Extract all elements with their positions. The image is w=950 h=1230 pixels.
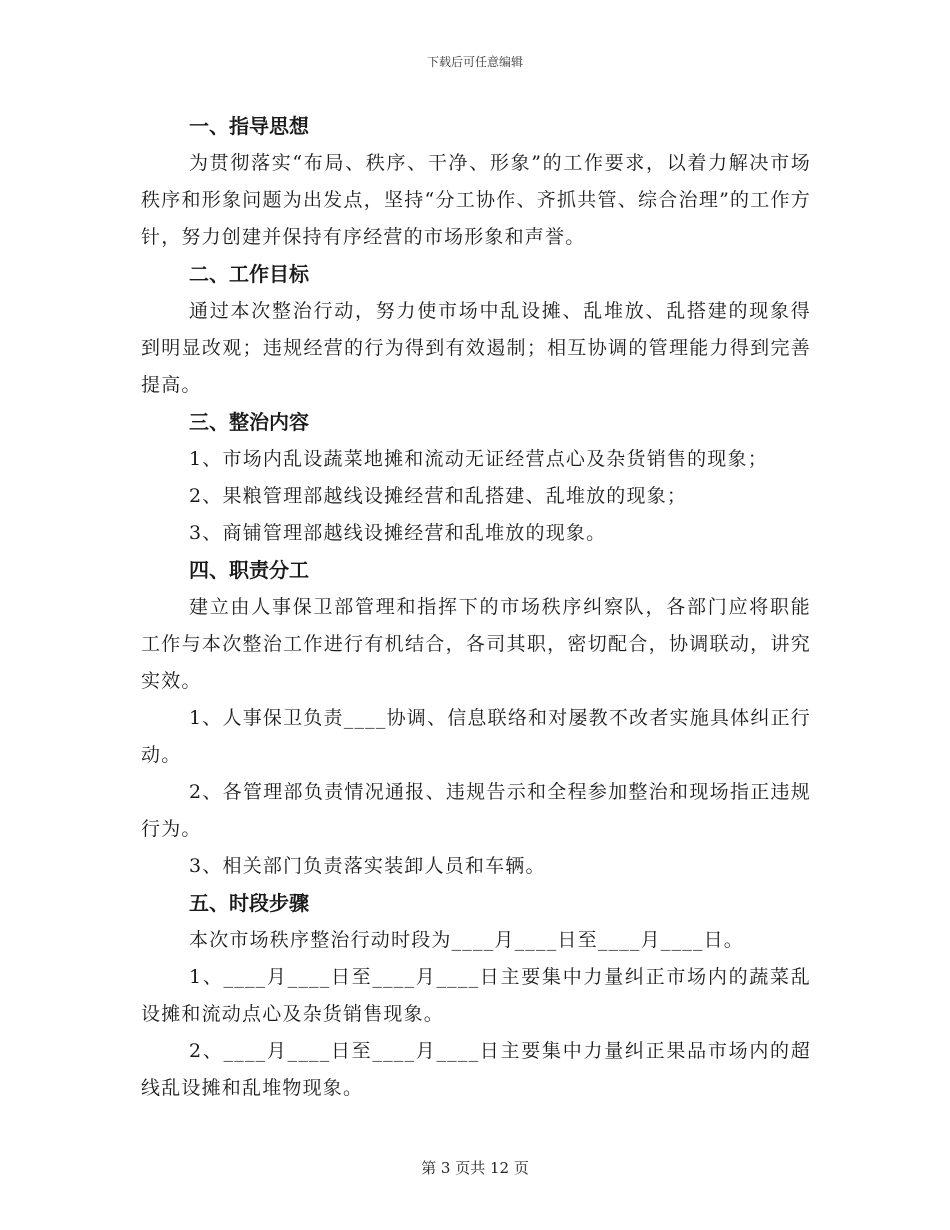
document-body (141, 108, 811, 1107)
section-title: 一、指导思想 (189, 114, 309, 138)
section-rectification-content (141, 404, 811, 552)
section-work-goals (141, 256, 811, 404)
list-item: 1、人事保卫负责____协调、信息联络和对屡教不改者实施具体纠正行动。 (141, 707, 811, 766)
section-time-steps (141, 885, 811, 1107)
section-title: 三、整治内容 (189, 410, 309, 434)
list-item: 3、商铺管理部越线设摊经营和乱堆放的现象。 (189, 522, 607, 544)
list-item: 1、____月____日至____月____日主要集中力量纠正市场内的蔬菜乱设摊和流动点心及杂货销售现象。 (141, 966, 811, 1025)
section-guiding-ideology (141, 108, 811, 256)
section-title: 五、时段步骤 (189, 891, 309, 915)
list-item: 3、相关部门负责落实装卸人员和车辆。 (189, 855, 546, 877)
header-note: 下载后可任意编辑 (426, 55, 523, 69)
section-title: 二、工作目标 (189, 262, 309, 286)
list-item: 1、市场内乱设蔬菜地摊和流动无证经营点心及杂货销售的现象； (189, 448, 768, 470)
paragraph: 通过本次整治行动，努力使市场中乱设摊、乱堆放、乱搭建的现象得到明显改观；违规经营的行为得到有效遏制；相互协调的管理能力得到完善提高。 (141, 300, 811, 396)
list-item: 2、各管理部负责情况通报、违规告示和全程参加整治和现场指正违规行为。 (141, 781, 811, 840)
section-responsibilities (141, 552, 811, 885)
section-title: 四、职责分工 (189, 558, 309, 582)
list-item: 2、果粮管理部越线设摊经营和乱搭建、乱堆放的现象； (189, 485, 688, 507)
page-number: 第 3 页共 12 页 (421, 1159, 529, 1177)
paragraph: 本次市场秩序整治行动时段为____月____日至____月____日。 (189, 929, 745, 951)
paragraph: 为贯彻落实“布局、秩序、干净、形象”的工作要求，以着力解决市场秩序和形象问题为出发点，坚持“分工协作、齐抓共管、综合治理”的工作方针，努力创建并保持有序经营的市场形象和声誉。 (141, 152, 811, 248)
paragraph: 建立由人事保卫部管理和指挥下的市场秩序纠察队，各部门应将职能工作与本次整治工作进行有机结合，各司其职，密切配合，协调联动，讲究实效。 (141, 596, 811, 692)
list-item: 2、____月____日至____月____日主要集中力量纠正果品市场内的超线乱设摊和乱堆物现象。 (141, 1040, 811, 1099)
